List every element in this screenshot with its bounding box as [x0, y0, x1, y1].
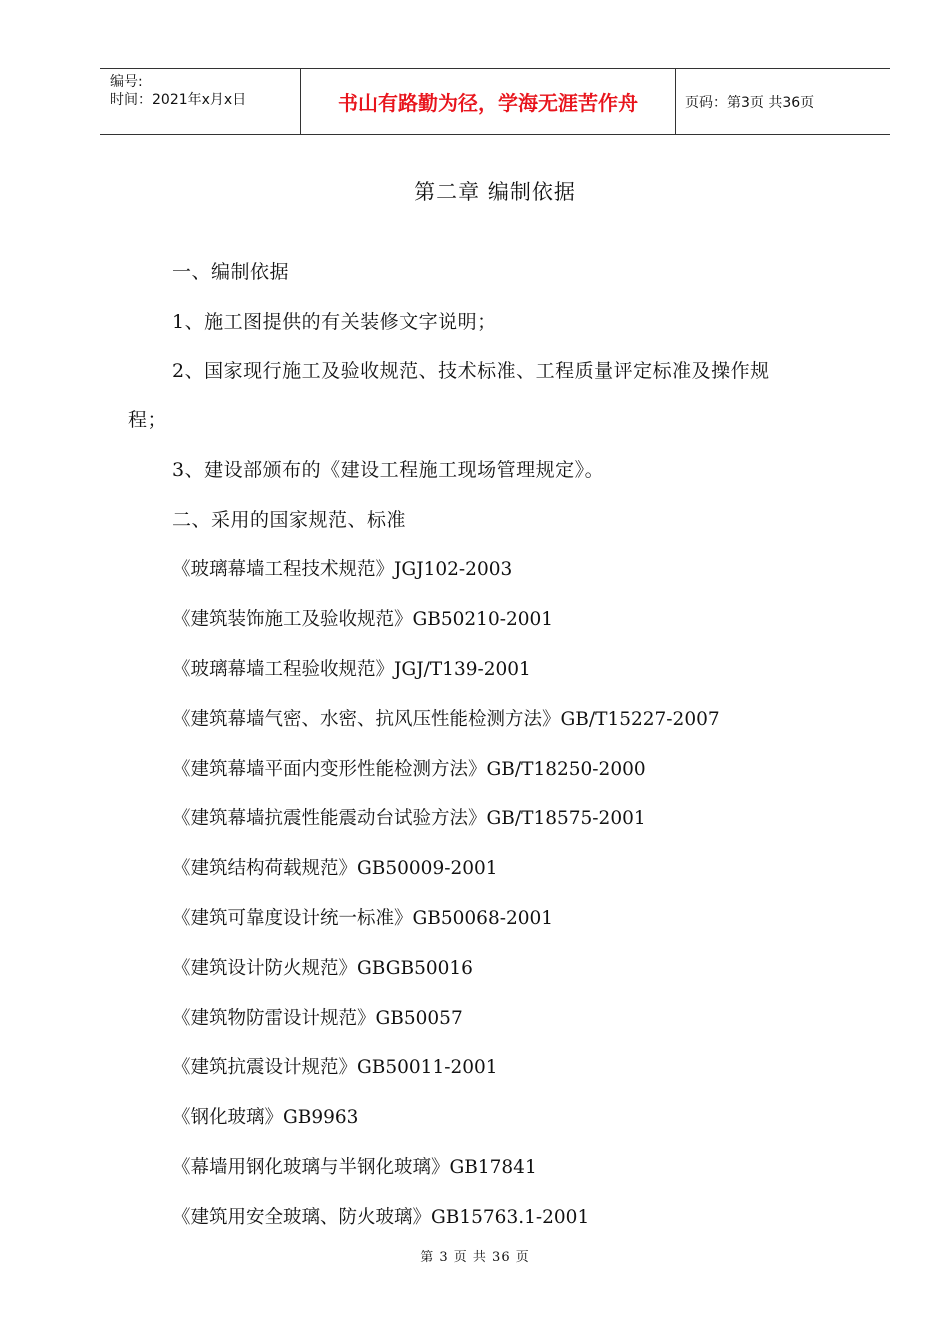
standard-item: 《建筑幕墙平面内变形性能检测方法》GB/T18250-2000 — [172, 759, 646, 780]
header-time-label: 时间：2021年x月x日 — [110, 92, 247, 108]
standard-item: 《建筑抗震设计规范》GB50011-2001 — [172, 1057, 498, 1078]
standard-item: 《幕墙用钢化玻璃与半钢化玻璃》GB17841 — [172, 1157, 537, 1178]
standard-item: 《玻璃幕墙工程技术规范》JGJ102-2003 — [172, 559, 513, 580]
standard-item: 《玻璃幕墙工程验收规范》JGJ/T139-2001 — [172, 659, 531, 680]
standard-item: 《建筑可靠度设计统一标准》GB50068-2001 — [172, 908, 554, 929]
section1-item-2: 2、国家现行施工及验收规范、技术标准、工程质量评定标准及操作规 — [172, 360, 770, 382]
standard-item: 《建筑幕墙抗震性能震动台试验方法》GB/T18575-2001 — [172, 808, 646, 829]
standard-item: 《钢化玻璃》GB9963 — [172, 1107, 359, 1128]
standard-item: 《建筑物防雷设计规范》GB50057 — [172, 1008, 463, 1029]
standard-item: 《建筑设计防火规范》GBGB50016 — [172, 958, 473, 979]
section1-item-3: 3、建设部颁布的《建设工程施工现场管理规定》。 — [172, 459, 605, 481]
section1-item-2-continued: 程； — [128, 409, 168, 431]
page-header — [100, 68, 890, 135]
header-motto: 书山有路勤为径，学海无涯苦作舟 — [301, 69, 676, 134]
page-footer: 第 3 页 共 36 页 — [420, 1250, 530, 1265]
standard-item: 《建筑用安全玻璃、防火玻璃》GB15763.1-2001 — [172, 1207, 590, 1228]
standard-item: 《建筑幕墙气密、水密、抗风压性能检测方法》GB/T15227-2007 — [172, 709, 720, 730]
chapter-title: 第二章 编制依据 — [414, 180, 576, 204]
header-number-label: 编号: — [110, 74, 143, 90]
standard-item: 《建筑结构荷载规范》GB50009-2001 — [172, 858, 498, 879]
standard-item: 《建筑装饰施工及验收规范》GB50210-2001 — [172, 609, 554, 630]
section1-heading: 一、编制依据 — [172, 261, 290, 283]
section2-heading: 二、采用的国家规范、标准 — [172, 509, 407, 531]
header-page-info: 页码：第3页 共36页 — [685, 94, 815, 111]
section1-item-1: 1、施工图提供的有关装修文字说明； — [172, 311, 497, 333]
header-meta — [100, 69, 301, 134]
